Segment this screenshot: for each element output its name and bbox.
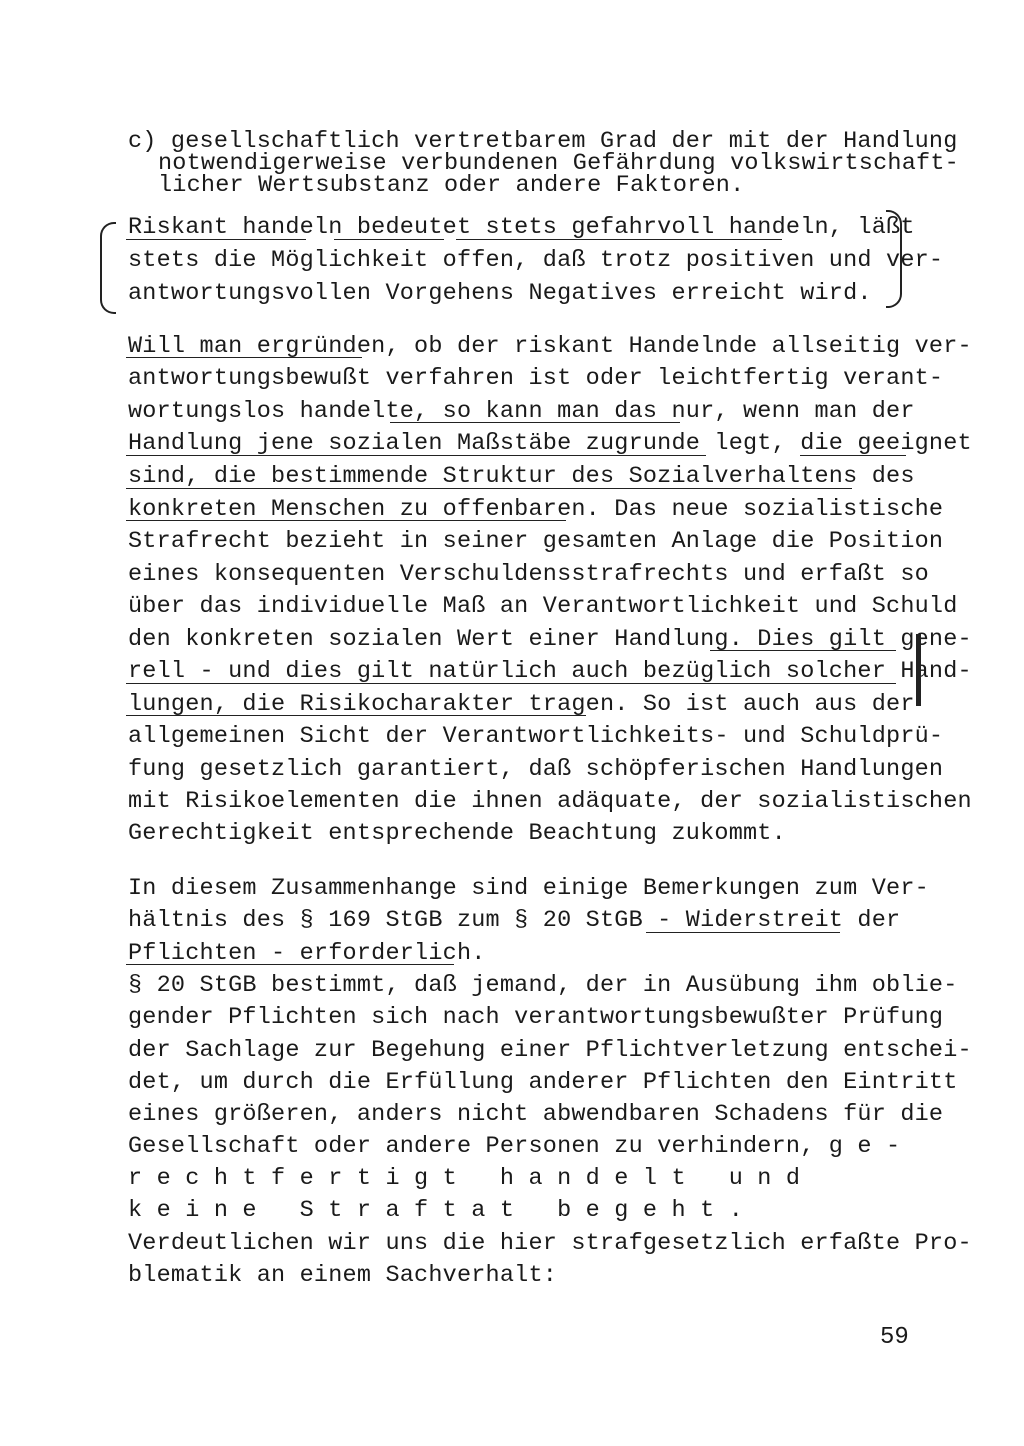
right-bracket-mark <box>886 210 902 308</box>
paragraph-2-line-2: antwortungsbewußt verfahren ist oder leichtfertig verant- <box>128 365 944 392</box>
paragraph-3-line-8: eines größeren, anders nicht abwendbaren Schadens für die <box>128 1101 944 1128</box>
paragraph-3-line-4: § 20 StGB bestimmt, daß jemand, der in Ausübung ihm oblie- <box>128 972 958 999</box>
paragraph-2-line-12: lungen, die Risikocharakter tragen. So ist auch aus der <box>128 691 915 718</box>
underline-mark <box>334 239 444 240</box>
paragraph-2-line-16: Gerechtigkeit entsprechende Beachtung zukommt. <box>128 820 786 847</box>
page-number: 59 <box>880 1324 909 1351</box>
underline-mark <box>126 520 566 521</box>
left-bracket-mark <box>100 222 116 314</box>
paragraph-2-line-9: über das individuelle Maß an Verantwortlichkeit und Schuld <box>128 593 958 620</box>
paragraph-3-line-9: Gesellschaft oder andere Personen zu verhindern, g e - <box>128 1133 901 1160</box>
underline-mark <box>390 422 680 423</box>
paragraph-2-line-14: fung gesetzlich garantiert, daß schöpferischen Handlungen <box>128 756 944 783</box>
paragraph-2-line-4: Handlung jene sozialen Maßstäbe zugrunde legt, die geeignet <box>128 430 972 457</box>
paragraph-3-line-2: hältnis des § 169 StGB zum § 20 StGB - Widerstreit der <box>128 907 901 934</box>
underline-mark <box>126 683 896 684</box>
paragraph-2-line-5: sind, die bestimmende Struktur des Sozialverhaltens des <box>128 463 915 490</box>
item-c-line-3: licher Wertsubstanz oder andere Faktoren. <box>158 172 745 199</box>
underline-mark <box>126 488 852 489</box>
underline-mark <box>800 455 906 456</box>
paragraph-1-line-3: antwortungsvollen Vorgehens Negatives erreicht wird. <box>128 280 872 307</box>
paragraph-3-line-13: blematik an einem Sachverhalt: <box>128 1262 558 1289</box>
paragraph-2-line-11: rell - und dies gilt natürlich auch bezüglich solcher Hand- <box>128 658 972 685</box>
paragraph-3-line-1: In diesem Zusammenhange sind einige Bemerkungen zum Ver- <box>128 875 929 902</box>
paragraph-2-line-1: Will man ergründen, ob der riskant Handelnde allseitig ver- <box>128 333 972 360</box>
underline-mark <box>126 715 586 716</box>
paragraph-2-line-7: Strafrecht bezieht in seiner gesamten Anlage die Position <box>128 528 944 555</box>
paragraph-2-line-10: den konkreten sozialen Wert einer Handlung. Dies gilt gene- <box>128 626 972 653</box>
underline-mark <box>126 455 706 456</box>
paragraph-1-line-2: stets die Möglichkeit offen, daß trotz positiven und ver- <box>128 247 944 274</box>
paragraph-3-line-3: Pflichten - erforderlich. <box>128 940 486 967</box>
underline-mark <box>710 650 896 651</box>
paragraph-3-line-7: det, um durch die Erfüllung anderer Pflichten den Eintritt <box>128 1069 958 1096</box>
paragraph-3-line-10: r e c h t f e r t i g t h a n d e l t u n d <box>128 1165 801 1192</box>
paragraph-2-line-8: eines konsequenten Verschuldensstrafrechts und erfaßt so <box>128 561 929 588</box>
paragraph-2-line-13: allgemeinen Sicht der Verantwortlichkeits- und Schuldprü- <box>128 723 944 750</box>
paragraph-2-line-6: konkreten Menschen zu offenbaren. Das neue sozialistische <box>128 496 944 523</box>
item-c-line-1: c) gesellschaftlich vertretbarem Grad der mit der Handlung <box>128 128 958 155</box>
paragraph-3-line-12: Verdeutlichen wir uns die hier strafgesetzlich erfaßte Pro- <box>128 1230 972 1257</box>
paragraph-3-line-5: gender Pflichten sich nach verantwortungsbewußter Prüfung <box>128 1004 944 1031</box>
paragraph-3-line-11: k e i n e S t r a f t a t b e g e h t . <box>128 1197 743 1224</box>
item-c-line-2: notwendigerweise verbundenen Gefährdung volkswirtschaft- <box>158 150 959 177</box>
underline-mark <box>456 239 782 240</box>
paragraph-3-line-6: der Sachlage zur Begehung einer Pflichtverletzung entschei- <box>128 1037 972 1064</box>
margin-bar-mark <box>916 634 921 706</box>
paragraph-2-line-3: wortungslos handelte, so kann man das nur, wenn man der <box>128 398 915 425</box>
paragraph-1-line-1: Riskant handeln bedeutet stets gefahrvoll handeln, läßt <box>128 214 915 241</box>
paragraph-2-line-15: mit Risikoelementen die ihnen adäquate, der sozialistischen <box>128 788 972 815</box>
underline-mark <box>646 932 840 933</box>
underline-mark <box>126 964 454 965</box>
underline-mark <box>126 239 306 240</box>
underline-mark <box>126 357 362 358</box>
